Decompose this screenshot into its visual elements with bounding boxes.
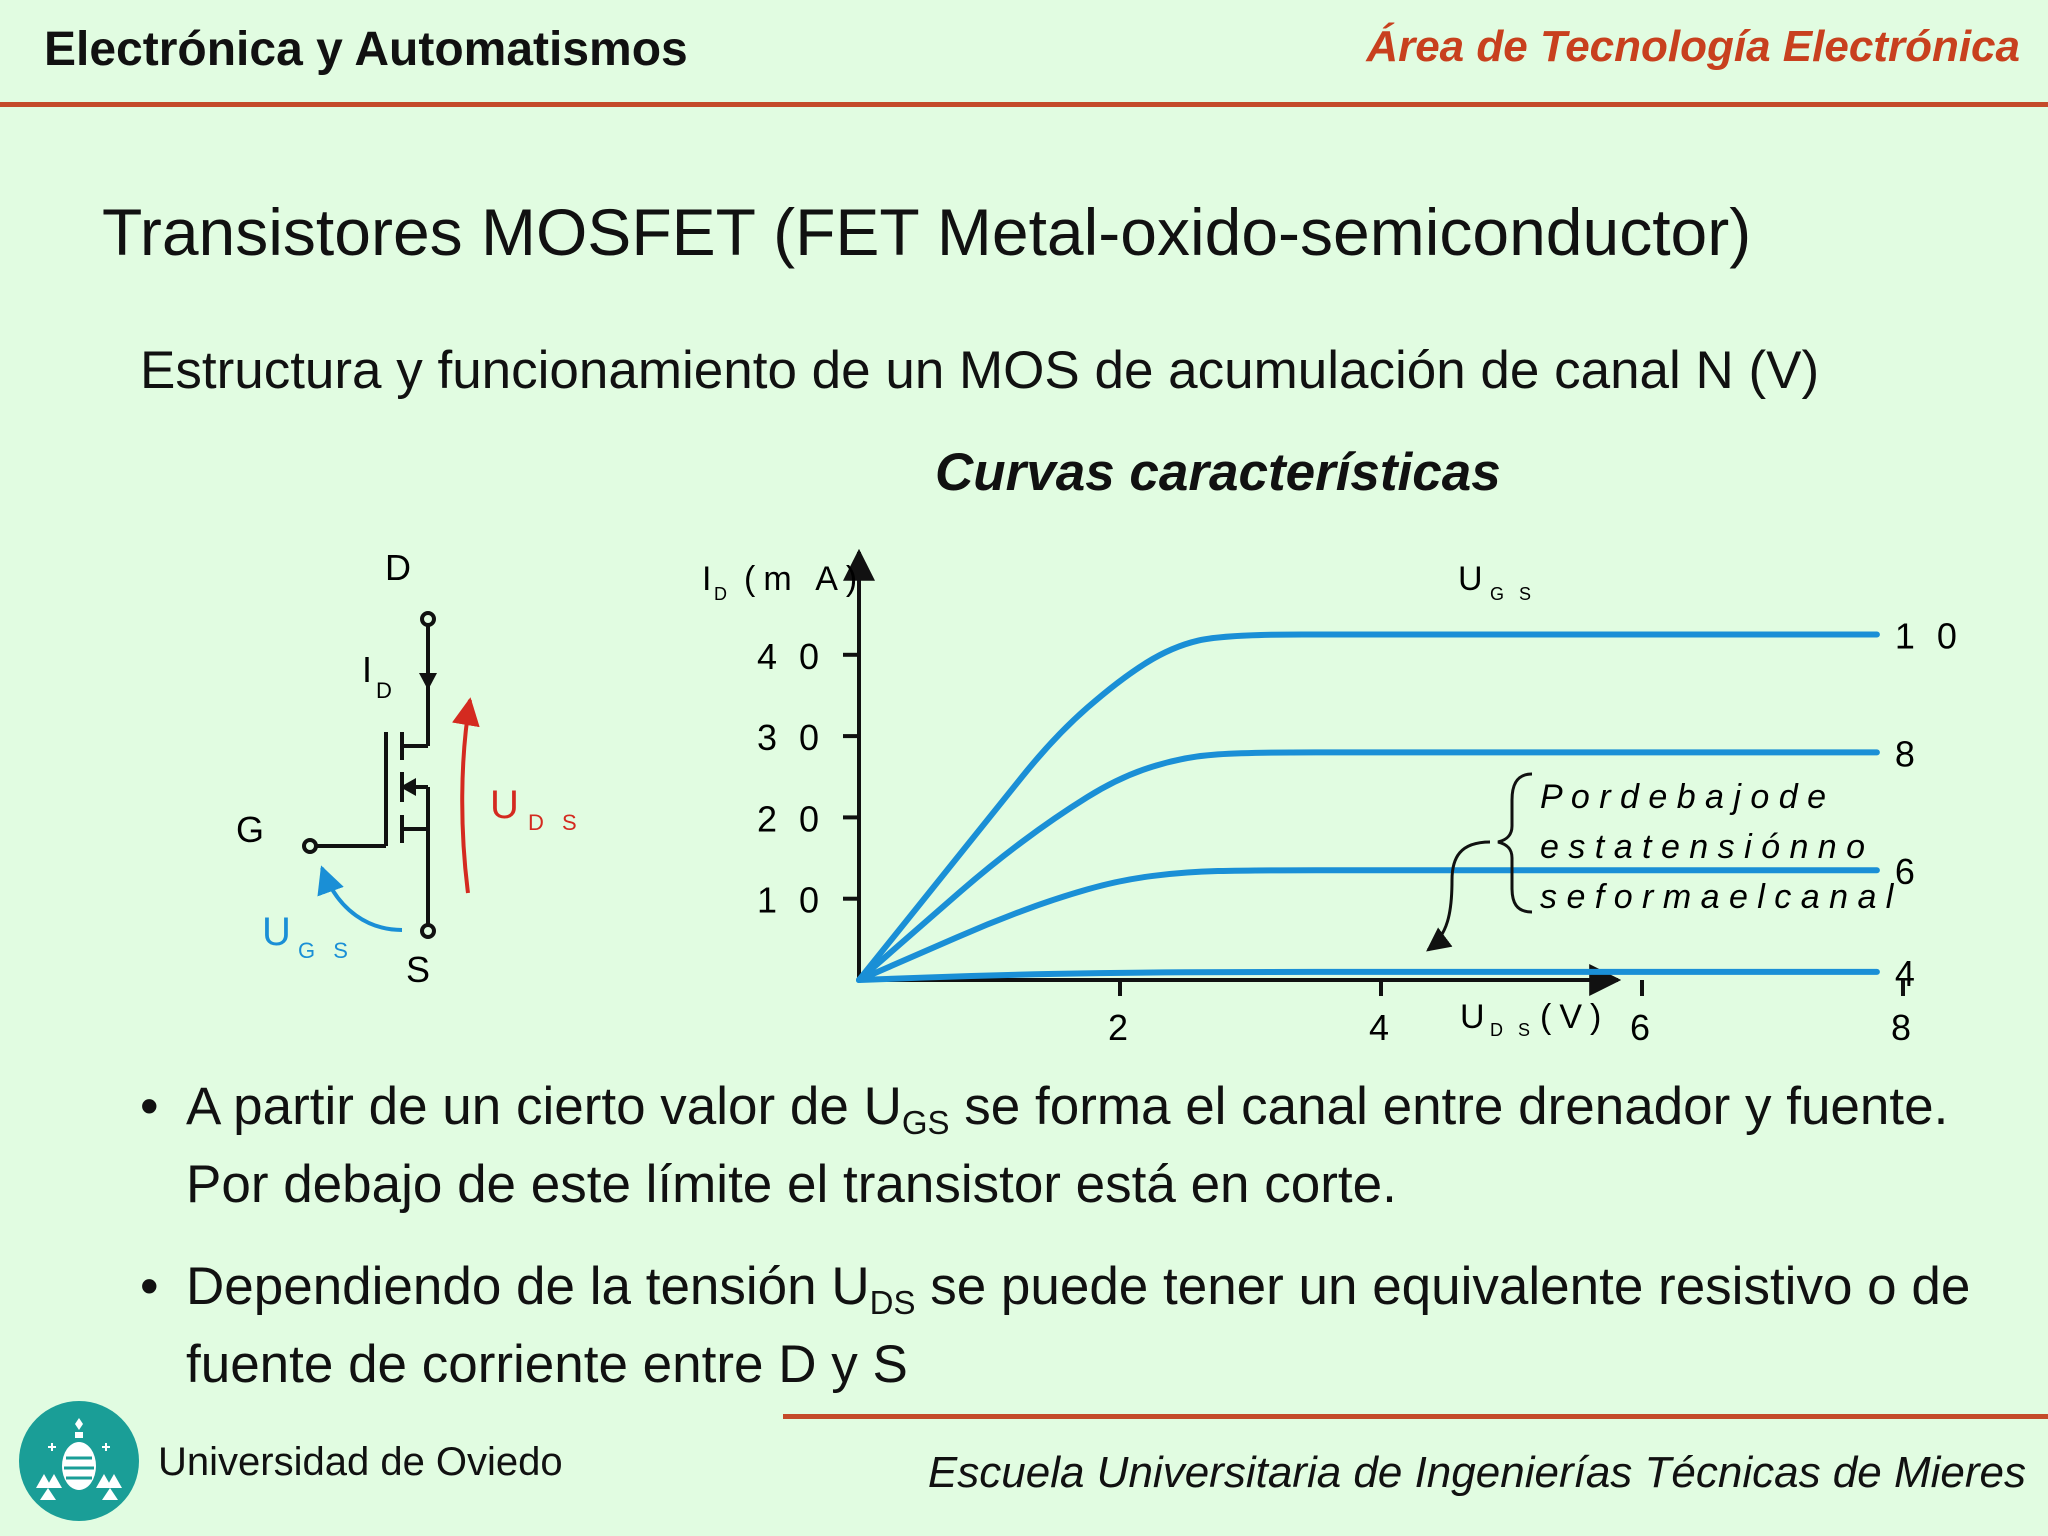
annotation-line-1: P o r d e b a j o d e <box>1540 778 1827 816</box>
y-axis-label: I <box>702 560 712 598</box>
university-logo <box>18 1400 140 1522</box>
chart-heading: Curvas características <box>935 443 1501 502</box>
header-rule <box>0 102 2048 107</box>
series-label-ugs-6: 6 <box>1894 851 1921 893</box>
ugs-subscript: G S <box>298 938 354 963</box>
uds-arrow-icon <box>462 700 470 893</box>
slide-subtitle: Estructura y funcionamiento de un MOS de acumulación de canal N (V) <box>140 341 1820 400</box>
series-label-ugs-10: 1 0 <box>1894 615 1963 657</box>
series-label-ugs-4: 4 <box>1894 952 1921 994</box>
bullet-item <box>140 1248 2020 1404</box>
university-name: Universidad de Oviedo <box>158 1440 563 1484</box>
y-tick-label-20: 2 0 <box>756 798 825 840</box>
x-axis-label-subscript: D S <box>1490 1020 1536 1040</box>
source-label: S <box>405 949 431 990</box>
x-tick-label-2: 2 <box>1107 1007 1129 1048</box>
ugs-arrow-icon <box>322 868 402 930</box>
legend-title: U <box>1458 560 1483 598</box>
annotation-brace <box>1498 774 1532 912</box>
x-tick-label-6: 6 <box>1629 1007 1651 1048</box>
bullet-subscript: GS <box>901 1104 950 1141</box>
y-axis-unit: (m A) <box>744 560 866 598</box>
bullet-list <box>140 1068 2020 1428</box>
id-label: I <box>362 649 373 690</box>
bullet-text-pre: A partir de un cierto valor de U <box>186 1077 902 1136</box>
bullet-text-post: se forma el canal entre drenador y fuente. Por debajo de este límite el transistor está en corte. <box>186 1077 1949 1214</box>
bullet-subscript: DS <box>869 1284 916 1321</box>
series-label-ugs-8: 8 <box>1894 733 1921 775</box>
bullet-text-post: se puede tener un equivalente resistivo o de fuente de corriente entre D y S <box>186 1257 1971 1394</box>
gate-terminal <box>304 840 316 852</box>
annotation-arrow-icon <box>1428 842 1490 950</box>
footer-rule <box>783 1414 2048 1419</box>
source-terminal <box>422 925 434 937</box>
bullet-item <box>140 1068 2020 1224</box>
y-tick-label-30: 3 0 <box>756 717 825 759</box>
slide-title: Transistores MOSFET (FET Metal-oxido-semiconductor) <box>102 195 1752 269</box>
x-tick-label-8: 8 <box>1890 1007 1912 1048</box>
gate-label: G <box>235 809 265 850</box>
x-tick-label-4: 4 <box>1368 1007 1390 1048</box>
uds-subscript: D S <box>528 810 583 835</box>
figure <box>0 520 2048 1060</box>
ugs-label: U <box>262 910 291 954</box>
drain-terminal <box>422 613 434 625</box>
legend-title-subscript: G S <box>1490 584 1537 604</box>
bullet-text-pre: Dependiendo de la tensión U <box>186 1257 870 1316</box>
characteristic-curves-plot <box>702 552 1963 1048</box>
annotation-line-2: e s t a t e n s i ó n n o <box>1540 828 1866 866</box>
x-axis-unit: (V) <box>1540 998 1610 1036</box>
y-axis-label-subscript: D <box>714 584 727 604</box>
uds-label: U <box>490 783 519 827</box>
id-subscript: D <box>376 678 392 703</box>
y-tick-label-40: 4 0 <box>756 635 825 677</box>
y-tick-label-10: 1 0 <box>756 879 825 921</box>
area-title: Área de Tecnología Electrónica <box>1366 22 2020 71</box>
drain-label: D <box>385 547 411 588</box>
annotation-line-3: s e f o r m a e l c a n a l <box>1540 878 1894 916</box>
id-arrow-icon <box>419 673 437 690</box>
school-name: Escuela Universitaria de Ingenierías Técnicas de Mieres <box>927 1448 2026 1497</box>
x-axis-label: U <box>1460 998 1485 1036</box>
course-title: Electrónica y Automatismos <box>44 23 688 76</box>
cutoff-annotation <box>1428 774 1895 950</box>
